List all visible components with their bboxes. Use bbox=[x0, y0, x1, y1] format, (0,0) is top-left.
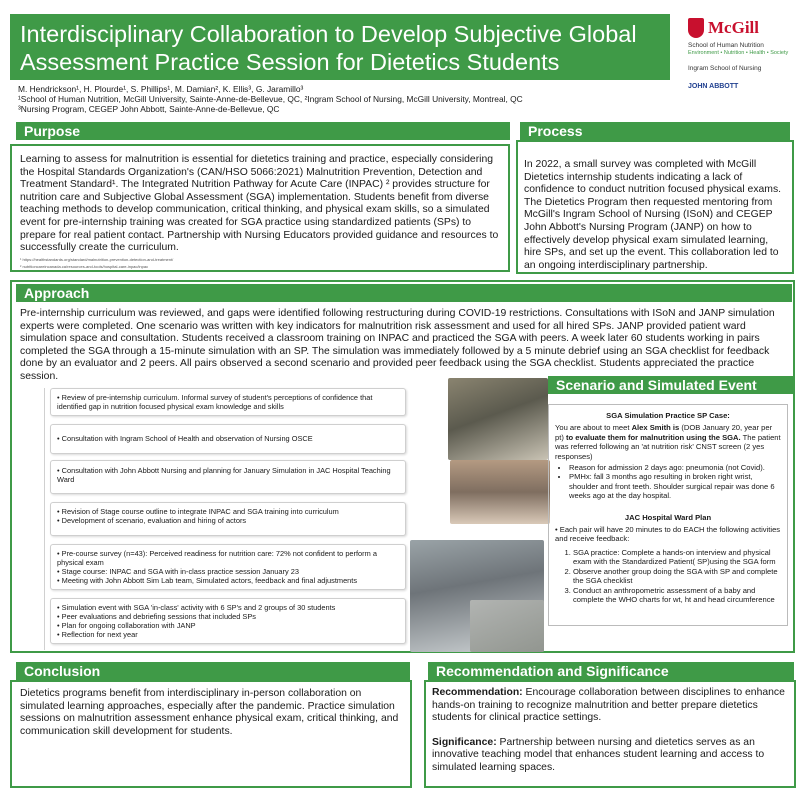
purpose-heading: Purpose bbox=[16, 122, 510, 140]
simulation-photo bbox=[448, 378, 548, 460]
conclusion-text: Dietetics programs benefit from interdisciplinary in-person collaboration on simulated learning approaches, especially after the pandemic. Practice simulation sessions on malnutrition assessment enhance physical exam, critical thinking, and communication skill development for students. bbox=[20, 688, 399, 737]
john-abbott-logo: JOHN ABBOTT bbox=[688, 83, 739, 90]
significance-text: Partnership between nursing and dietetics serves as an innovative teaching model that enhances student learning and access to simulated learning spaces. bbox=[432, 736, 765, 773]
purpose-section bbox=[10, 144, 510, 272]
ward-step: 2. Observe another group doing the SGA with SP and complete the SGA checklist bbox=[573, 567, 781, 586]
approach-heading: Approach bbox=[16, 284, 792, 302]
significance-paragraph bbox=[432, 737, 788, 775]
ward-plan-intro: • Each pair will have 20 minutes to do EACH the following activities and receive feedback: bbox=[555, 525, 781, 544]
timeline-item bbox=[50, 388, 406, 416]
simulation-photo bbox=[470, 600, 544, 652]
purpose-text: Learning to assess for malnutrition is essential for dietetics training and practice, especially considering the Hospital Standards Organization's (CAN/HSO 5066:2021) Malnutrition Prevention, Detection and Treatment Standard¹. The Integrated Nutrition Pathway for Acute Care (INPAC) ² provides structure for nutrition care and Subjective Global Assessment (SGA) implementation. Students benefit from diverse teaching methods to develop communication, critical thinking, and physical exam skills, so a simulated event for pre-internship training was created for SGA practice using standardized patients (SPs) to prepare for real patient contact. Partnership with Nursing Educators provided guidance and resources to successfully create the curriculum. bbox=[20, 154, 499, 254]
case-bullet: • Reason for admission 2 days ago: pneumonia (not Covid). bbox=[569, 463, 781, 472]
poster-title: Interdisciplinary Collaboration to Develop Subjective Global Assessment Practice Session for Dietetics Students bbox=[20, 21, 637, 75]
simulation-photo bbox=[450, 460, 550, 524]
case-intro-text: The patient was referred following an 'at nutrition risk' CNST screen (2 yes responses) bbox=[555, 432, 781, 461]
scenario-heading: Scenario and Simulated Event Plan bbox=[548, 376, 794, 394]
timeline-bullet: • Pre-course survey (n=43): Perceived readiness for nutrition care: 72% not confident to perform a physical exam bbox=[57, 549, 399, 567]
timeline-bullet: • Reflection for next year bbox=[57, 630, 399, 639]
mcgill-wordmark: McGill bbox=[708, 18, 759, 37]
timeline-bullet: • Peer evaluations and debriefing sessions that included SPs bbox=[57, 612, 399, 621]
timeline-bullet: • Consultation with Ingram School of Health and observation of Nursing OSCE bbox=[57, 434, 399, 443]
timeline-bullet: • Revision of Stage course outline to integrate INPAC and SGA training into curriculum bbox=[57, 507, 399, 516]
author-names: M. Hendrickson¹, H. Plourde¹, S. Phillips¹, M. Damian², K. Ellis³, G. Jaramillo³ bbox=[18, 84, 304, 94]
timeline-bullet: • Consultation with John Abbott Nursing and planning for January Simulation in JAC Hospital Teaching Ward bbox=[57, 466, 399, 484]
timeline-item bbox=[50, 502, 406, 536]
process-section bbox=[516, 140, 794, 274]
significance-label: Significance: bbox=[432, 736, 497, 748]
timeline-bullet: • Simulation event with SGA 'in-class' activity with 6 SP's and 2 groups of 30 students bbox=[57, 603, 399, 612]
timeline-item bbox=[50, 598, 406, 644]
footnote-1: ¹ https://healthstandards.org/standard/malnutrition-prevention-detection-and-treatment/ bbox=[20, 256, 174, 262]
school-name: School of Human Nutrition bbox=[688, 42, 764, 49]
recommendation-text: Encourage collaboration between disciplines to enhance hands-on training to recognize malnutrition and better prepare dietetics students for clinical practice settings. bbox=[432, 687, 785, 724]
affiliation-line-2: ³Nursing Program, CEGEP John Abbott, Sainte-Anne-de-Bellevue, QC bbox=[18, 104, 280, 115]
timeline-item bbox=[50, 424, 406, 454]
ward-step: 3. Conduct an anthropometric assessment of a baby and complete the WHO charts for wt, ht and head circumference bbox=[573, 586, 781, 605]
process-text: In 2022, a small survey was completed with McGill Dietetics internship students indicating a lack of confidence to conduct nutrition focused physical exams. The Dietetics Program then requested mentoring from McGill's Ingram School of Nursing (ISoN) and CEGEP John Abbott's Nursing Program (JANP) on how to effectively develop physical exam simulated learning, hire SPs, and set up the event. This collaboration led to an ongoing interdisciplinary partnership. bbox=[524, 159, 782, 271]
conclusion-heading: Conclusion bbox=[16, 662, 410, 680]
case-goal: to evaluate them for malnutrition using the SGA. bbox=[565, 432, 741, 442]
case-patient-name: Alex Smith is bbox=[631, 423, 680, 433]
process-heading: Process bbox=[520, 122, 790, 140]
ward-step: 1. SGA practice: Complete a hands-on interview and physical exam with the Standardized Patient( SP)using the SGA form bbox=[573, 548, 781, 567]
mcgill-shield-icon bbox=[688, 18, 704, 38]
timeline-item bbox=[50, 460, 406, 494]
title-banner bbox=[10, 14, 670, 80]
timeline-bullet: • Plan for ongoing collaboration with JANP bbox=[57, 621, 399, 630]
recommendation-heading: Recommendation and Significance bbox=[428, 662, 794, 680]
case-bullet: • PMHx: fall 3 months ago resulting in broken right wrist, shoulder and front teeth. Shoulder surgical repair was done 6 weeks ago at the day hospital. bbox=[569, 472, 781, 500]
timeline-item bbox=[50, 544, 406, 590]
recommendation-paragraph bbox=[432, 687, 788, 725]
affiliation-line-1: ¹School of Human Nutrition, McGill University, Sainte-Anne-de-Bellevue, QC, ²Ingram School of Nursing, McGill University, Montreal, QC bbox=[18, 94, 523, 105]
timeline-bullet: • Review of pre-internship curriculum. Informal survey of student's perceptions of confidence that identified gap in nutrition focused physical exam knowledge and skills bbox=[57, 393, 399, 411]
logo-block bbox=[688, 18, 796, 118]
timeline-bullet: • Meeting with John Abbott Sim Lab team, Simulated actors, feedback and final adjustments bbox=[57, 576, 399, 585]
case-intro-text: You are about to meet bbox=[555, 423, 632, 433]
scenario-panel bbox=[548, 404, 788, 626]
case-title: SGA Simulation Practice SP Case: bbox=[606, 411, 730, 420]
ingram-logo-text: Ingram School of Nursing bbox=[688, 65, 762, 72]
timeline-line bbox=[44, 388, 45, 650]
footnote-2: ² nutritioncareincanada.ca/resources-and-tools/hospital-care-inpac/inpac bbox=[20, 263, 149, 269]
recommendation-label: Recommendation: bbox=[432, 687, 523, 698]
case-intro bbox=[555, 423, 781, 461]
mcgill-logo bbox=[688, 18, 796, 38]
ward-plan-title: JAC Hospital Ward Plan bbox=[624, 512, 712, 522]
author-block bbox=[18, 84, 668, 115]
timeline-bullet: • Development of scenario, evaluation and hiring of actors bbox=[57, 516, 399, 525]
timeline-bullet: • Stage course: INPAC and SGA with in-class practice session January 23 bbox=[57, 567, 399, 576]
recommendation-section bbox=[424, 680, 796, 788]
conclusion-section bbox=[10, 680, 412, 788]
school-tagline: Environment • Nutrition • Health • Society bbox=[688, 50, 789, 56]
case-intro-text: (DOB January 20, year per pt) bbox=[555, 423, 773, 442]
approach-text: Pre-internship curriculum was reviewed, and gaps were identified following restructuring during COVID-19 restrictions. Consultations with ISoN and JANP simulation experts were completed. One scenario was written with key indicators for malnutrition risk assessment and used for all hired SPs. JANP provided patient ward simulation space and consultation. Students received a classroom training on INPAC and practiced the SGA with peers. A week later 60 students working in pairs completed the SGA through a 15-minute simulation with an SP. The simulation was immediately followed by a 5 minute debrief using an SGA checklist for feedback done by an evaluator and 2 peers. All pairs observed a second scenario and provided peer feedback using the SGA checklist. Students appreciated the practice session. bbox=[20, 308, 775, 382]
